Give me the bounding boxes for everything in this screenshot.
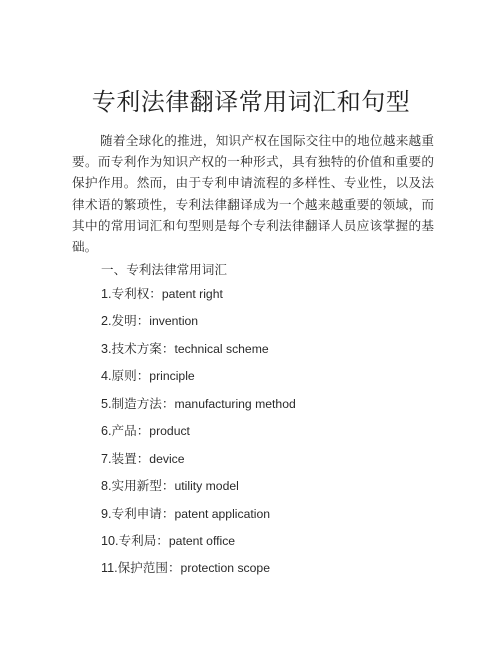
term-chinese: 产品: [111, 423, 137, 439]
section-heading: 一、专利法律常用词汇: [101, 262, 227, 277]
term-number: 8.: [101, 479, 112, 494]
term-english: utility model: [174, 479, 239, 494]
term-list: [101, 285, 296, 587]
term-separator: ：: [156, 532, 169, 548]
term-separator: ：: [161, 395, 175, 411]
term-english: product: [149, 424, 190, 439]
term-item: [101, 422, 296, 449]
term-separator: ：: [161, 505, 175, 521]
term-english: technical scheme: [174, 341, 269, 356]
term-separator: ：: [161, 478, 175, 494]
term-separator: ：: [149, 286, 162, 301]
term-chinese: 技术方案: [111, 340, 162, 356]
term-number: 10.: [101, 533, 119, 548]
term-chinese: 专利局: [118, 532, 157, 548]
term-item: [101, 532, 296, 559]
term-separator: ：: [136, 423, 150, 439]
term-chinese: 专利权: [111, 286, 150, 301]
term-separator: ：: [136, 450, 150, 466]
term-chinese: 装置: [111, 450, 137, 466]
term-english: patent application: [174, 506, 271, 521]
term-chinese: 保护范围: [117, 560, 168, 576]
term-number: 9.: [101, 506, 112, 521]
term-separator: ：: [167, 560, 181, 576]
term-item: [101, 559, 296, 586]
term-item: [101, 477, 296, 504]
term-chinese: 实用新型: [111, 478, 162, 494]
term-chinese: 制造方法: [111, 395, 162, 411]
term-separator: ：: [161, 340, 175, 356]
term-english: patent office: [168, 533, 236, 548]
term-item: [101, 450, 296, 477]
term-number: 6.: [101, 424, 112, 439]
term-number: 1.: [101, 287, 112, 301]
term-english: patent right: [161, 287, 223, 301]
term-chinese: 原则: [111, 368, 137, 384]
term-chinese: 发明: [111, 313, 137, 329]
document-title: 专利法律翻译常用词汇和句型: [91, 88, 411, 116]
term-english: invention: [149, 314, 199, 329]
term-number: 7.: [101, 451, 112, 466]
term-separator: ：: [136, 368, 150, 384]
term-number: 5.: [101, 396, 112, 411]
term-chinese: 专利申请: [111, 505, 162, 521]
term-item: [101, 340, 296, 367]
term-number: 11.: [101, 561, 118, 576]
term-item: [101, 285, 296, 312]
term-english: principle: [149, 369, 195, 384]
term-number: 4.: [101, 369, 112, 384]
term-english: device: [149, 451, 185, 466]
term-english: protection scope: [180, 561, 270, 576]
term-item: [101, 505, 296, 532]
term-item: [101, 312, 296, 339]
term-number: 3.: [101, 341, 112, 356]
term-item: [101, 367, 296, 394]
term-item: [101, 395, 296, 422]
term-separator: ：: [136, 313, 150, 329]
term-english: manufacturing method: [174, 396, 296, 411]
term-number: 2.: [101, 314, 112, 329]
intro-paragraph: 随着全球化的推进，知识产权在国际交往中的地位越来越重要。而专利作为知识产权的一种形式，具有独特的价值和重要的保护作用。然而，由于专利申请流程的多样性、专业性，以及法律术语的繁琐性，专利法律翻译成为一个越来越重要的领域，而其中的常用词汇和句型则是每个专利法律翻译人员应该掌握的基础。: [72, 133, 434, 255]
